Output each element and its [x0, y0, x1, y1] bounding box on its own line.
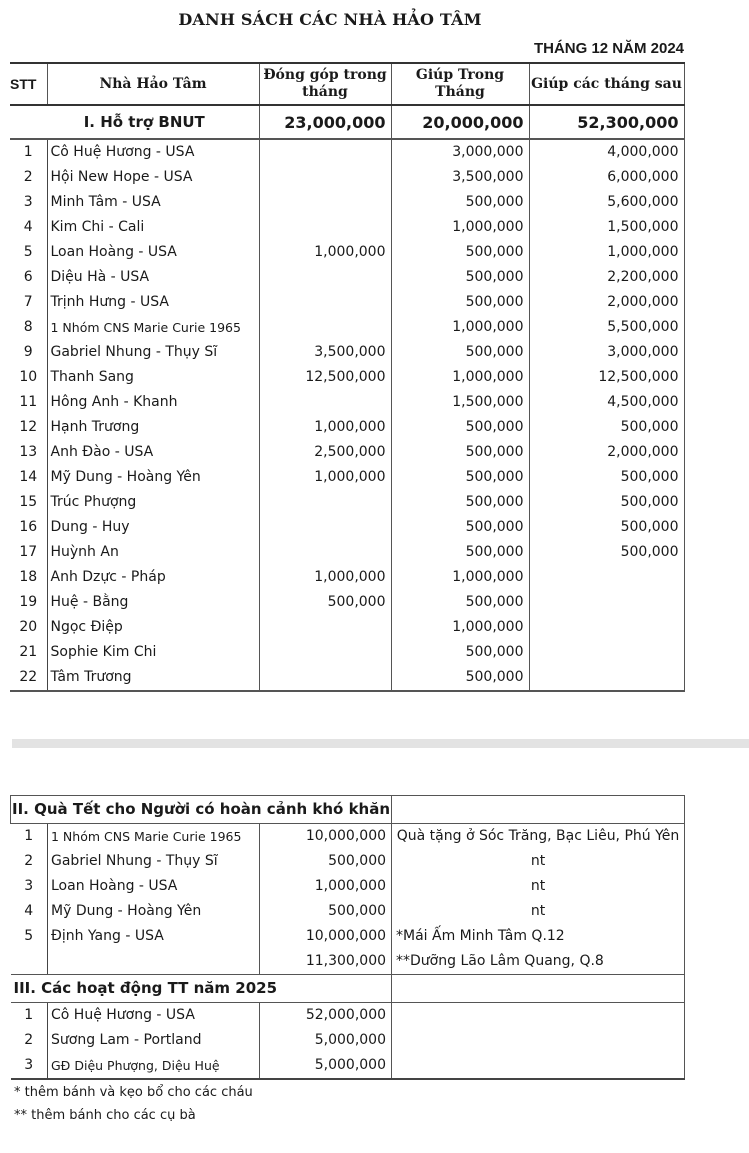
table-row: [11, 1053, 685, 1079]
help-month-amount: 500,000: [391, 190, 529, 215]
help-later-amount: 5,600,000: [529, 190, 684, 215]
donor-name: Huệ - Bằng: [47, 590, 259, 615]
table-row: [10, 215, 684, 240]
header-help-later: Giúp các tháng sau: [529, 63, 684, 105]
row-stt: 2: [23, 169, 33, 185]
help-later-total: 52,300,000: [529, 105, 684, 139]
contribution-amount: 1,000,000: [259, 415, 391, 440]
gift-note: Quà tặng ở Sóc Trăng, Bạc Liêu, Phú Yên: [392, 824, 685, 850]
help-month-amount: 1,500,000: [391, 390, 529, 415]
donor-name: Huỳnh An: [47, 540, 259, 565]
help-later-amount: 4,000,000: [529, 139, 684, 165]
contribution-amount: [259, 315, 391, 340]
donor-name: Gabriel Nhung - Thụy Sĩ: [48, 849, 260, 874]
table-row: [11, 1003, 685, 1029]
help-later-amount: 1,500,000: [529, 215, 684, 240]
row-stt: 6: [23, 269, 33, 285]
donor-name: Gabriel Nhung - Thụy Sĩ: [47, 340, 259, 365]
donor-name: Hạnh Trương: [47, 415, 259, 440]
donor-name: Trúc Phượng: [47, 490, 259, 515]
help-month-amount: 500,000: [391, 665, 529, 691]
donor-name: Mỹ Dung - Hoàng Yên: [48, 899, 260, 924]
row-stt: 20: [19, 619, 38, 635]
page-separator: [12, 739, 749, 748]
table-row: [10, 290, 684, 315]
gift-amount: 5,000,000: [260, 1028, 392, 1053]
contribution-amount: 1,000,000: [259, 465, 391, 490]
table-row: [10, 415, 684, 440]
help-later-amount: [529, 590, 684, 615]
table-row: [11, 924, 685, 949]
donor-name: Anh Đào - USA: [47, 440, 259, 465]
table-row: [11, 874, 685, 899]
table-row: [10, 265, 684, 290]
help-later-amount: [529, 565, 684, 590]
contribution-amount: [259, 490, 391, 515]
help-later-amount: [529, 665, 684, 691]
contribution-amount: [259, 139, 391, 165]
contribution-amount: [259, 190, 391, 215]
help-month-amount: 500,000: [391, 415, 529, 440]
row-stt: [11, 949, 48, 975]
help-month-amount: 3,500,000: [391, 165, 529, 190]
row-stt: 4: [24, 903, 34, 919]
row-stt: 5: [23, 244, 33, 260]
help-month-total: 20,000,000: [391, 105, 529, 139]
help-month-amount: 1,000,000: [391, 565, 529, 590]
header-help-month: Giúp Trong Tháng: [391, 63, 529, 105]
row-stt: 8: [23, 319, 33, 335]
table-row: [10, 440, 684, 465]
gift-amount: 10,000,000: [260, 824, 392, 850]
contribution-amount: 500,000: [259, 590, 391, 615]
row-stt: 9: [23, 344, 33, 360]
contribution-amount: 2,500,000: [259, 440, 391, 465]
contribution-amount: [259, 265, 391, 290]
help-month-amount: 500,000: [391, 240, 529, 265]
footnote-2: ** thêm bánh cho các cụ bà: [14, 1108, 196, 1123]
gift-amount: 5,000,000: [260, 1053, 392, 1079]
contribution-total: 23,000,000: [259, 105, 391, 139]
donor-name: Dung - Huy: [47, 515, 259, 540]
row-stt: 4: [23, 219, 33, 235]
gift-note: nt: [392, 849, 685, 874]
gift-note: nt: [392, 899, 685, 924]
help-month-amount: 500,000: [391, 515, 529, 540]
contribution-amount: [259, 165, 391, 190]
table-row: [10, 590, 684, 615]
row-stt: 3: [24, 878, 34, 894]
table-row: [10, 640, 684, 665]
row-stt: 11: [19, 394, 38, 410]
gift-note: [392, 1028, 685, 1053]
section-row-tet-gifts: [11, 796, 685, 824]
table-row: [11, 1028, 685, 1053]
contribution-amount: [259, 390, 391, 415]
header-contribution: Đóng góp trong tháng: [259, 63, 391, 105]
donor-name: Diệu Hà - USA: [47, 265, 259, 290]
help-later-amount: 2,000,000: [529, 440, 684, 465]
footnote-1: * thêm bánh và kẹo bổ cho các cháu: [14, 1085, 253, 1100]
row-stt: 7: [23, 294, 33, 310]
donor-name: Hông Anh - Khanh: [47, 390, 259, 415]
gift-note: nt: [392, 874, 685, 899]
contribution-amount: [259, 615, 391, 640]
gift-activities-table: [10, 795, 685, 1080]
table-row: [10, 240, 684, 265]
help-later-amount: [529, 640, 684, 665]
help-later-amount: 6,000,000: [529, 165, 684, 190]
row-stt: 12: [19, 419, 38, 435]
contribution-amount: [259, 665, 391, 691]
table-row: [10, 540, 684, 565]
help-later-amount: 3,000,000: [529, 340, 684, 365]
help-month-amount: 500,000: [391, 265, 529, 290]
help-later-amount: 500,000: [529, 465, 684, 490]
donor-name: [48, 949, 260, 975]
donor-table: [10, 62, 685, 692]
row-stt: 5: [24, 928, 34, 944]
table-row: [10, 515, 684, 540]
table-row: [11, 849, 685, 874]
help-month-amount: 500,000: [391, 340, 529, 365]
contribution-amount: [259, 540, 391, 565]
help-month-amount: 1,000,000: [391, 615, 529, 640]
contribution-amount: [259, 290, 391, 315]
table-row: [11, 899, 685, 924]
table-row: [11, 824, 685, 850]
help-later-amount: 500,000: [529, 515, 684, 540]
row-stt: 13: [19, 444, 38, 460]
help-month-amount: 500,000: [391, 290, 529, 315]
donor-name: Minh Tâm - USA: [47, 190, 259, 215]
help-later-amount: 12,500,000: [529, 365, 684, 390]
section-row-activities-2025: [11, 975, 685, 1003]
table-row: [10, 615, 684, 640]
table-row: [10, 315, 684, 340]
row-stt: 21: [19, 644, 38, 660]
row-stt: 19: [19, 594, 38, 610]
gift-amount: 500,000: [260, 849, 392, 874]
help-later-amount: [529, 615, 684, 640]
help-later-amount: 500,000: [529, 540, 684, 565]
help-later-amount: 4,500,000: [529, 390, 684, 415]
row-stt: 18: [19, 569, 38, 585]
section-label: I. Hỗ trợ BNUT: [10, 105, 259, 139]
help-month-amount: 500,000: [391, 440, 529, 465]
help-month-amount: 500,000: [391, 640, 529, 665]
row-stt: 2: [24, 853, 34, 869]
donor-name: GĐ Diệu Phượng, Diệu Huệ: [48, 1053, 260, 1079]
contribution-amount: 3,500,000: [259, 340, 391, 365]
donor-name: Tâm Trương: [47, 665, 259, 691]
donor-name: Cô Huệ Hương - USA: [48, 1003, 260, 1029]
table-row: [10, 565, 684, 590]
donor-name: Sương Lam - Portland: [48, 1028, 260, 1053]
row-stt: 15: [19, 494, 38, 510]
section2-note-empty: [392, 796, 685, 824]
gift-note: [392, 1003, 685, 1029]
header-donor-name: Nhà Hảo Tâm: [47, 63, 259, 105]
gift-amount: 1,000,000: [260, 874, 392, 899]
section3-label: III. Các hoạt động TT năm 2025: [11, 975, 392, 1003]
help-month-amount: 1,000,000: [391, 365, 529, 390]
section3-note-empty: [392, 975, 685, 1003]
donor-name: Cô Huệ Hương - USA: [47, 139, 259, 165]
donor-name: Định Yang - USA: [48, 924, 260, 949]
gift-amount: 11,300,000: [260, 949, 392, 975]
help-month-amount: 3,000,000: [391, 139, 529, 165]
header-stt: STT: [10, 63, 47, 105]
help-later-amount: 2,200,000: [529, 265, 684, 290]
contribution-amount: [259, 640, 391, 665]
gift-amount: 10,000,000: [260, 924, 392, 949]
row-stt: 1: [24, 828, 34, 844]
contribution-amount: [259, 215, 391, 240]
row-stt: 16: [19, 519, 38, 535]
donor-name: Anh Dzực - Pháp: [47, 565, 259, 590]
donor-name: Kim Chi - Cali: [47, 215, 259, 240]
donor-name: Trịnh Hưng - USA: [47, 290, 259, 315]
donor-name: Ngọc Điệp: [47, 615, 259, 640]
row-stt: 3: [23, 194, 33, 210]
row-stt: 10: [19, 369, 38, 385]
table-row: [10, 490, 684, 515]
row-stt: 1: [23, 144, 33, 160]
help-month-amount: 500,000: [391, 465, 529, 490]
table-row: [10, 465, 684, 490]
section2-label: II. Quà Tết cho Người có hoàn cảnh khó khăn: [11, 796, 392, 824]
contribution-amount: 1,000,000: [259, 565, 391, 590]
contribution-amount: 12,500,000: [259, 365, 391, 390]
table-row: [10, 390, 684, 415]
help-later-amount: 500,000: [529, 490, 684, 515]
gift-note: [392, 1053, 685, 1079]
help-month-amount: 1,000,000: [391, 315, 529, 340]
donor-name: Thanh Sang: [47, 365, 259, 390]
document-title: DANH SÁCH CÁC NHÀ HẢO TÂM: [178, 10, 482, 29]
help-month-amount: 1,000,000: [391, 215, 529, 240]
gift-note: **Dưỡng Lão Lâm Quang, Q.8: [392, 949, 685, 975]
donor-name: Mỹ Dung - Hoàng Yên: [47, 465, 259, 490]
contribution-amount: 1,000,000: [259, 240, 391, 265]
table-header-row: [10, 63, 684, 105]
donor-name: Hội New Hope - USA: [47, 165, 259, 190]
donor-name: Loan Hoàng - USA: [47, 240, 259, 265]
row-stt: 2: [24, 1032, 34, 1048]
table-row: [10, 190, 684, 215]
donor-name: 1 Nhóm CNS Marie Curie 1965: [47, 315, 259, 340]
row-stt: 22: [10, 665, 47, 691]
help-later-amount: 5,500,000: [529, 315, 684, 340]
contribution-amount: [259, 515, 391, 540]
donor-name: 1 Nhóm CNS Marie Curie 1965: [48, 824, 260, 850]
help-later-amount: 1,000,000: [529, 240, 684, 265]
row-stt: 17: [19, 544, 38, 560]
help-later-amount: 500,000: [529, 415, 684, 440]
table-row: [10, 365, 684, 390]
table-row: [11, 949, 685, 975]
help-month-amount: 500,000: [391, 590, 529, 615]
donor-name: Loan Hoàng - USA: [48, 874, 260, 899]
table-row: [10, 340, 684, 365]
table-row: [10, 139, 684, 165]
table-row: [10, 165, 684, 190]
gift-amount: 500,000: [260, 899, 392, 924]
row-stt: 3: [11, 1053, 48, 1079]
help-later-amount: 2,000,000: [529, 290, 684, 315]
row-stt: 1: [24, 1007, 34, 1023]
report-period: THÁNG 12 NĂM 2024: [533, 40, 684, 57]
gift-note: *Mái Ấm Minh Tâm Q.12: [392, 924, 685, 949]
help-month-amount: 500,000: [391, 490, 529, 515]
section-row-bnut: [10, 105, 684, 139]
help-month-amount: 500,000: [391, 540, 529, 565]
table-row: [10, 665, 684, 691]
donor-name: Sophie Kim Chi: [47, 640, 259, 665]
gift-amount: 52,000,000: [260, 1003, 392, 1029]
row-stt: 14: [19, 469, 38, 485]
